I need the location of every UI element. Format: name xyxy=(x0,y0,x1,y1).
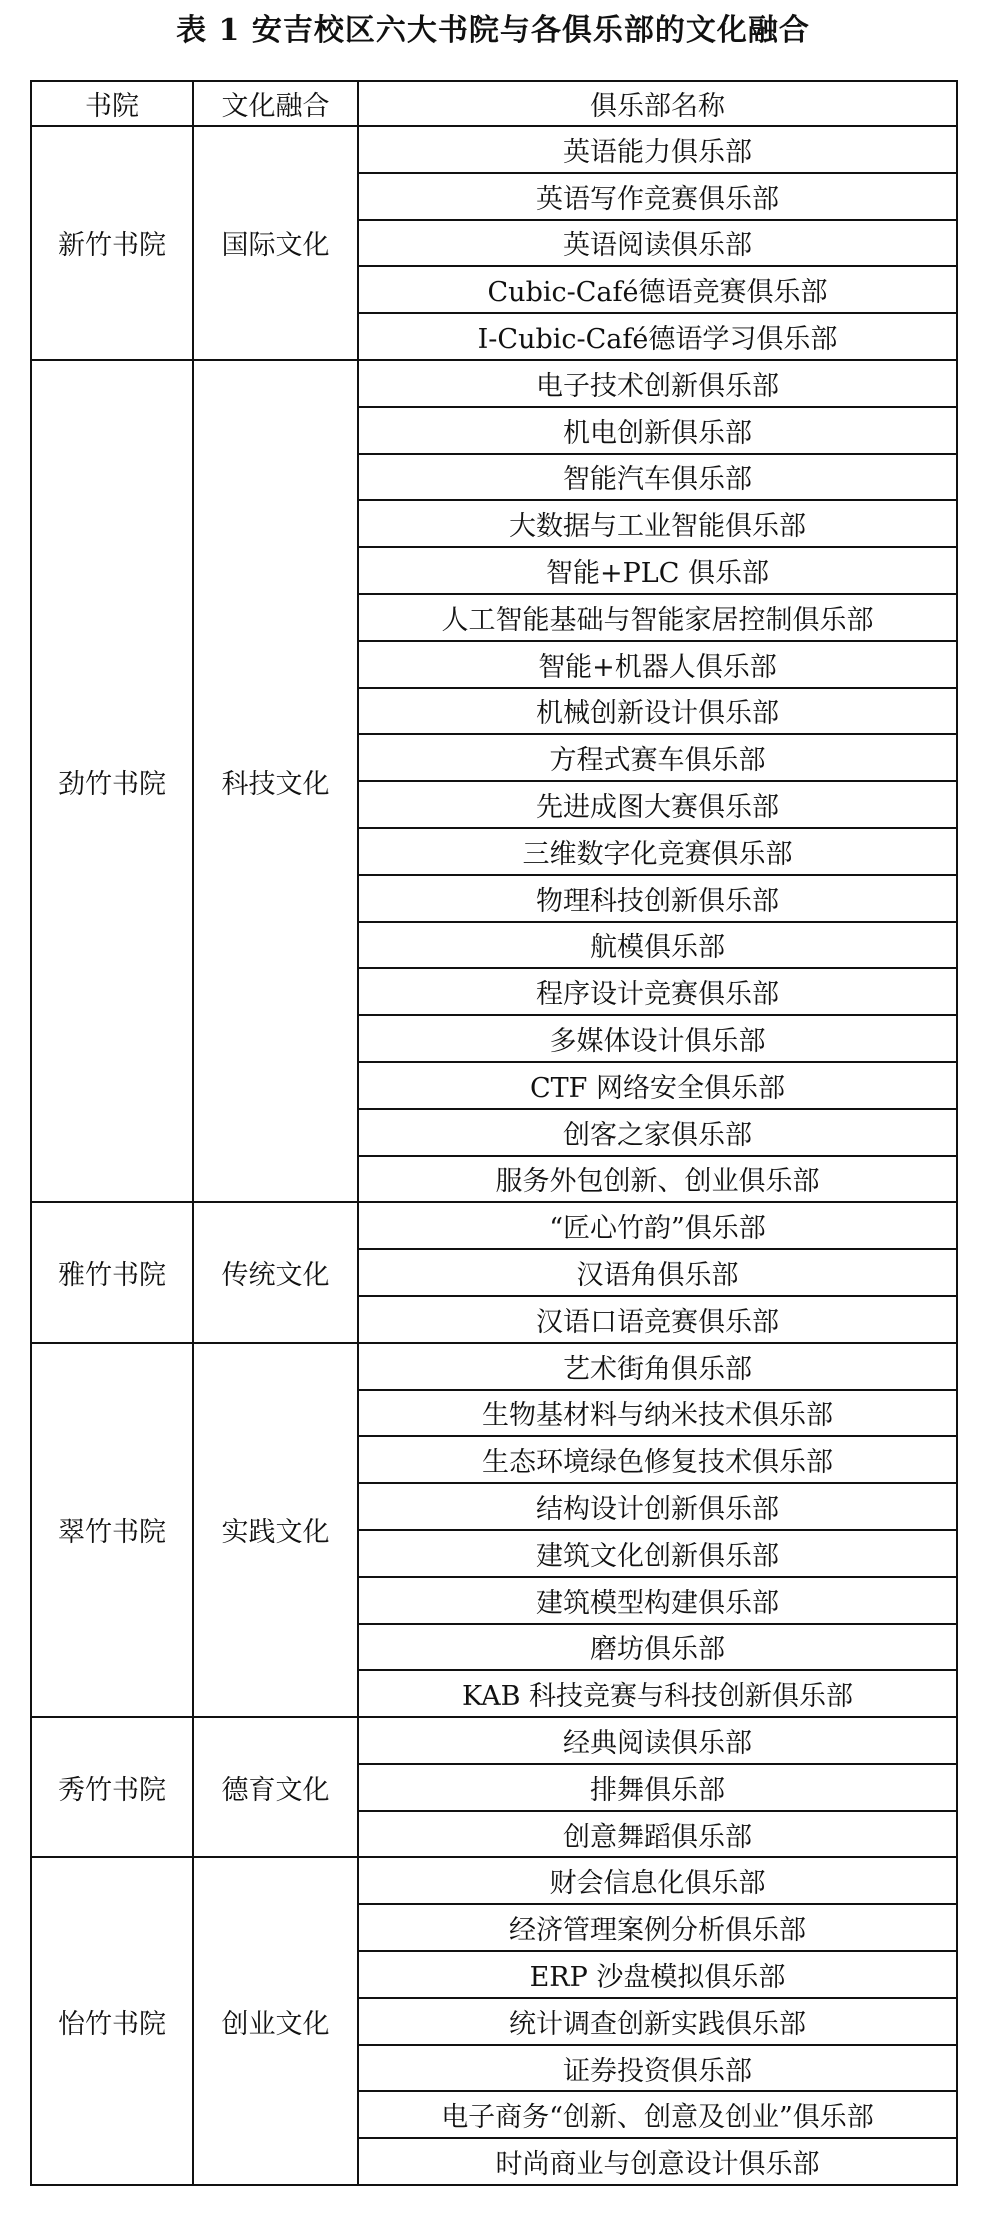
club-name-cell: ERP 沙盘模拟俱乐部 xyxy=(358,1951,957,1998)
club-name-cell: 大数据与工业智能俱乐部 xyxy=(358,500,957,547)
club-name-cell: 方程式赛车俱乐部 xyxy=(358,734,957,781)
club-name-cell: 英语阅读俱乐部 xyxy=(358,220,957,267)
club-name-cell: 经典阅读俱乐部 xyxy=(358,1717,957,1764)
header-row xyxy=(31,81,957,126)
table-row xyxy=(31,360,957,407)
club-name-cell: I-Cubic-Café德语学习俱乐部 xyxy=(358,313,957,360)
college-cell: 怡竹书院 xyxy=(31,1857,193,2185)
club-name-cell: 机械创新设计俱乐部 xyxy=(358,688,957,735)
club-name-cell: 智能+机器人俱乐部 xyxy=(358,641,957,688)
college-club-table xyxy=(30,80,958,2186)
club-name-cell: 证券投资俱乐部 xyxy=(358,2045,957,2092)
club-name-cell: 英语能力俱乐部 xyxy=(358,126,957,173)
culture-cell: 国际文化 xyxy=(193,126,358,360)
club-name-cell: 建筑文化创新俱乐部 xyxy=(358,1530,957,1577)
club-name-cell: 生态环境绿色修复技术俱乐部 xyxy=(358,1436,957,1483)
college-cell: 新竹书院 xyxy=(31,126,193,360)
club-name-cell: 人工智能基础与智能家居控制俱乐部 xyxy=(358,594,957,641)
header-club-name: 俱乐部名称 xyxy=(358,81,957,126)
club-name-cell: 统计调查创新实践俱乐部 xyxy=(358,1998,957,2045)
table-row xyxy=(31,1857,957,1904)
club-name-cell: 创意舞蹈俱乐部 xyxy=(358,1811,957,1858)
club-name-cell: “匠心竹韵”俱乐部 xyxy=(358,1202,957,1249)
college-cell: 翠竹书院 xyxy=(31,1343,193,1717)
table-row xyxy=(31,126,957,173)
college-cell: 劲竹书院 xyxy=(31,360,193,1202)
club-name-cell: 机电创新俱乐部 xyxy=(358,407,957,454)
club-name-cell: 多媒体设计俱乐部 xyxy=(358,1015,957,1062)
club-name-cell: Cubic-Café德语竞赛俱乐部 xyxy=(358,266,957,313)
club-name-cell: 程序设计竞赛俱乐部 xyxy=(358,968,957,1015)
club-name-cell: 电子商务“创新、创意及创业”俱乐部 xyxy=(358,2091,957,2138)
culture-cell: 实践文化 xyxy=(193,1343,358,1717)
club-name-cell: 汉语角俱乐部 xyxy=(358,1249,957,1296)
club-name-cell: 磨坊俱乐部 xyxy=(358,1624,957,1671)
table-row xyxy=(31,1343,957,1390)
club-name-cell: 财会信息化俱乐部 xyxy=(358,1857,957,1904)
table-row xyxy=(31,1717,957,1764)
club-name-cell: KAB 科技竞赛与科技创新俱乐部 xyxy=(358,1670,957,1717)
table-body xyxy=(31,126,957,2185)
club-name-cell: 时尚商业与创意设计俱乐部 xyxy=(358,2138,957,2185)
club-name-cell: 艺术街角俱乐部 xyxy=(358,1343,957,1390)
club-name-cell: 智能+PLC 俱乐部 xyxy=(358,547,957,594)
club-name-cell: 建筑模型构建俱乐部 xyxy=(358,1577,957,1624)
club-name-cell: 排舞俱乐部 xyxy=(358,1764,957,1811)
club-name-cell: 电子技术创新俱乐部 xyxy=(358,360,957,407)
culture-cell: 传统文化 xyxy=(193,1202,358,1342)
club-name-cell: 服务外包创新、创业俱乐部 xyxy=(358,1156,957,1203)
club-name-cell: 智能汽车俱乐部 xyxy=(358,454,957,501)
club-name-cell: 经济管理案例分析俱乐部 xyxy=(358,1904,957,1951)
culture-cell: 创业文化 xyxy=(193,1857,358,2185)
club-name-cell: 三维数字化竞赛俱乐部 xyxy=(358,828,957,875)
college-cell: 雅竹书院 xyxy=(31,1202,193,1342)
club-name-cell: 结构设计创新俱乐部 xyxy=(358,1483,957,1530)
club-name-cell: 生物基材料与纳米技术俱乐部 xyxy=(358,1390,957,1437)
header-culture: 文化融合 xyxy=(193,81,358,126)
culture-cell: 科技文化 xyxy=(193,360,358,1202)
header-college: 书院 xyxy=(31,81,193,126)
club-name-cell: 先进成图大赛俱乐部 xyxy=(358,781,957,828)
club-name-cell: 航模俱乐部 xyxy=(358,922,957,969)
club-name-cell: 物理科技创新俱乐部 xyxy=(358,875,957,922)
club-name-cell: CTF 网络安全俱乐部 xyxy=(358,1062,957,1109)
table-row xyxy=(31,1202,957,1249)
college-cell: 秀竹书院 xyxy=(31,1717,193,1857)
table-title: 表 1 安吉校区六大书院与各俱乐部的文化融合 xyxy=(176,13,810,48)
club-name-cell: 汉语口语竞赛俱乐部 xyxy=(358,1296,957,1343)
club-name-cell: 英语写作竞赛俱乐部 xyxy=(358,173,957,220)
club-name-cell: 创客之家俱乐部 xyxy=(358,1109,957,1156)
culture-cell: 德育文化 xyxy=(193,1717,358,1857)
